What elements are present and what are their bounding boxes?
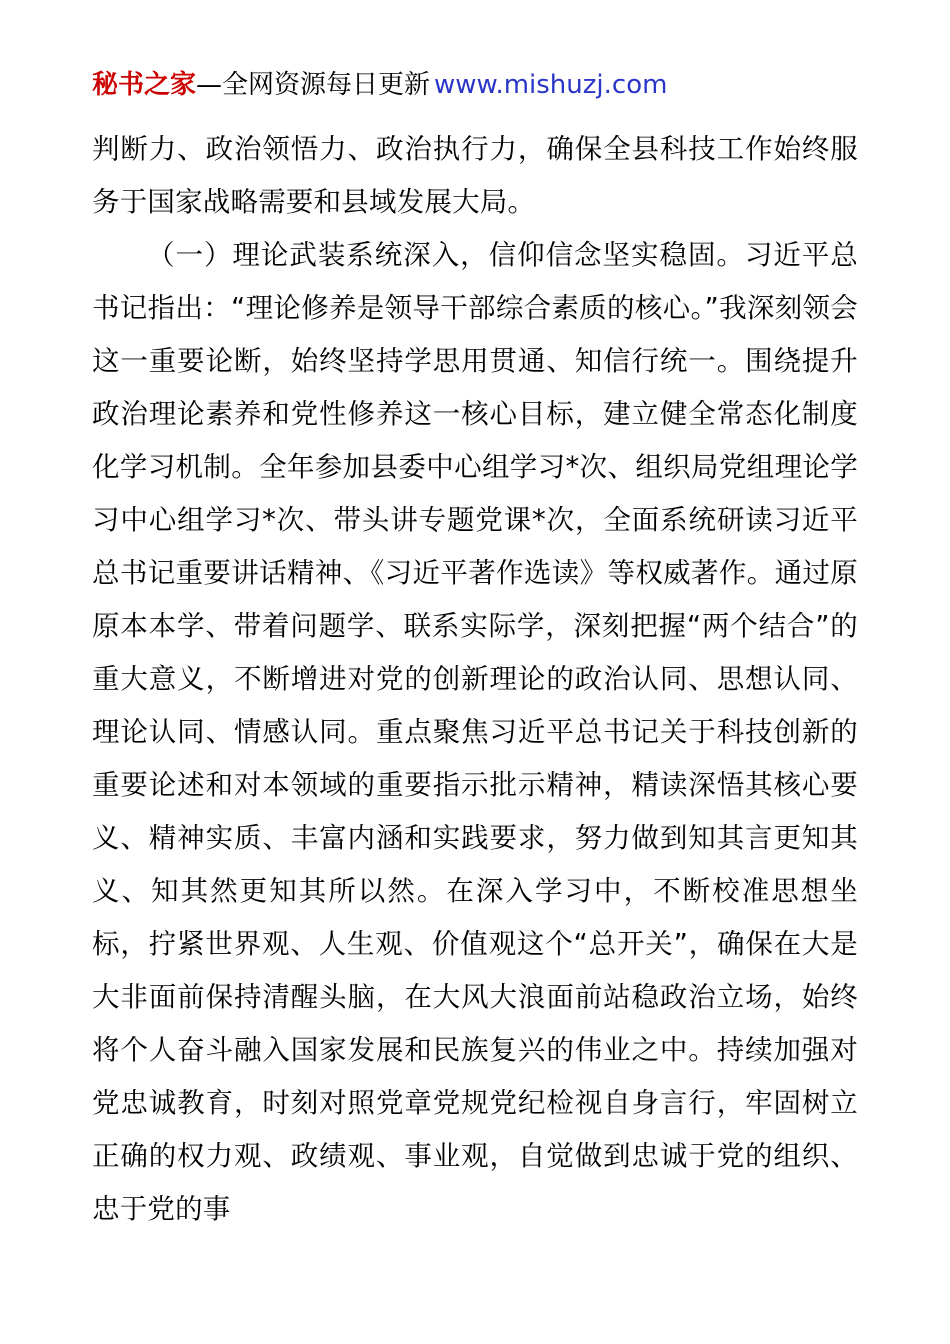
- paragraph-section-one: （一）理论武装系统深入，信仰信念坚实稳固。习近平总书记指出：“理论修养是领导干部综合素质的核心。”我深刻领会这一重要论断，始终坚持学思用贯通、知信行统一。围绕提升政治理论素养和党性修养这一核心目标，建立健全常态化制度化学习机制。全年参加县委中心组学习*次、组织局党组理论学习中心组学习*次、带头讲专题党课*次，全面系统研读习近平总书记重要讲话精神、《习近平著作选读》等权威著作。通过原原本本学、带着问题学、联系实际学，深刻把握“两个结合”的重大意义，不断增进对党的创新理论的政治认同、思想认同、理论认同、情感认同。重点聚焦习近平总书记关于科技创新的重要论述和对本领域的重要指示批示精神，精读深悟其核心要义、精神实质、丰富内涵和实践要求，努力做到知其言更知其义、知其然更知其所以然。在深入学习中，不断校准思想坐标，拧紧世界观、人生观、价值观这个“总开关”，确保在大是大非面前保持清醒头脑，在大风大浪面前站稳政治立场，始终将个人奋斗融入国家发展和民族复兴的伟业之中。持续加强对党忠诚教育，时刻对照党章党规党纪检视自身言行，牢固树立正确的权力观、政绩观、事业观，自觉做到忠诚于党的组织、忠于党的事: [92, 239, 858, 1226]
- watermark-url[interactable]: www.mishuzj.com: [434, 70, 668, 100]
- watermark-brand: 秘书之家: [92, 70, 197, 100]
- site-watermark: [92, 70, 858, 101]
- document-body: [92, 123, 858, 1236]
- watermark-tagline: —全网资源每日更新: [196, 70, 431, 100]
- paragraph-continuation: 判断力、政治领悟力、政治执行力，确保全县科技工作始终服务于国家战略需要和县域发展大局。: [92, 133, 858, 219]
